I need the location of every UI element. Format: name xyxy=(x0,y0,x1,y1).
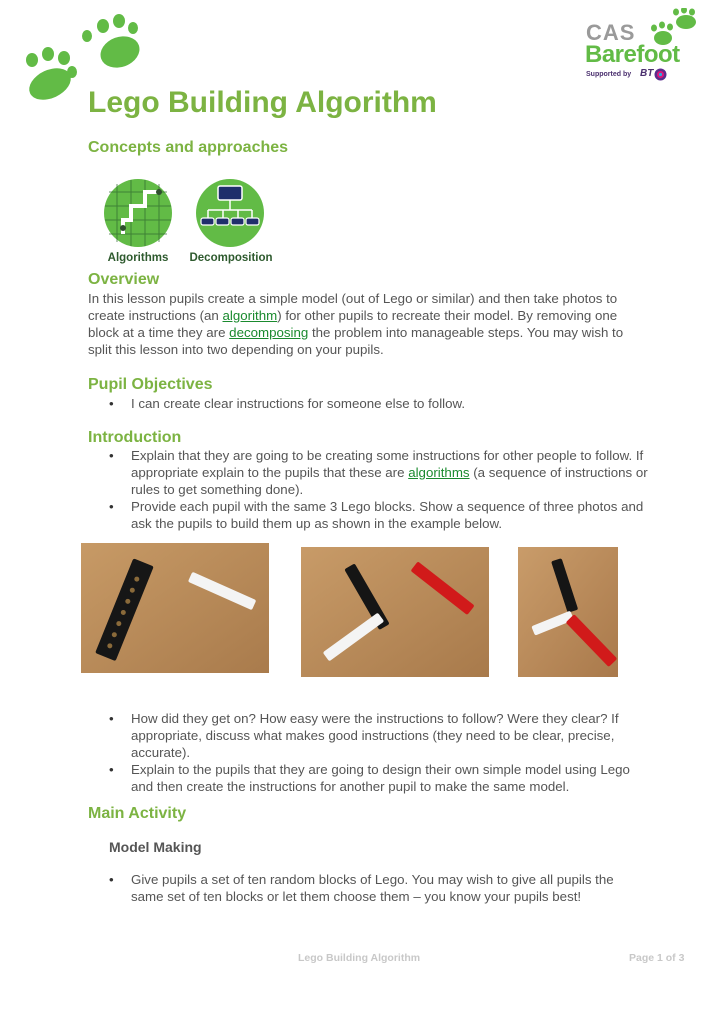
main-activity-list xyxy=(88,871,648,905)
list-item: • Explain to the pupils that they are going to design their own simple model using Lego and then create the instructions for another pupil to make the same model. xyxy=(88,761,648,795)
list-item xyxy=(88,447,648,498)
list-item: • Provide each pupil with the same 3 Lego blocks. Show a sequence of three photos and ask the pupils to build them up as shown in the example below. xyxy=(88,498,648,532)
main-activity-heading: Main Activity xyxy=(88,805,187,822)
decomposition-icon xyxy=(195,178,265,248)
lego-step-2-photo xyxy=(301,547,489,677)
bt-globe-icon xyxy=(654,68,667,81)
page-title: Lego Building Algorithm xyxy=(88,86,437,119)
decomposing-link[interactable]: decomposing xyxy=(229,325,309,340)
decomposition-label: Decomposition xyxy=(189,252,273,264)
introduction-list xyxy=(88,447,648,532)
intro-text-1b: (a sequence of instructions or rules to get something done). xyxy=(131,465,648,497)
algorithms-icon xyxy=(103,178,173,248)
footer-page-number: Page 1 of 3 xyxy=(629,952,685,964)
list-item: • How did they get on? How easy were the instructions to follow? Were they clear? If appropriate, discuss what makes good instructions (they need to be clear, precise, accurate). xyxy=(88,710,648,761)
logo-supported-text: Supported by xyxy=(586,71,632,78)
lego-step-1-photo xyxy=(81,543,269,673)
overview-text-3: the problem into manageable steps. You may wish to split this lesson into two depending on your pupils. xyxy=(88,325,624,357)
algorithm-link[interactable]: algorithm xyxy=(222,308,278,323)
cas-barefoot-logo xyxy=(584,8,704,88)
overview-heading: Overview xyxy=(88,271,160,288)
logo-barefoot-text: Barefoot xyxy=(585,41,680,68)
list-item: • I can create clear instructions for someone else to follow. xyxy=(88,395,648,412)
model-making-subheading: Model Making xyxy=(109,839,202,855)
intro-text-1a: Explain that they are going to be creating some instructions for other people to follow. If appropriate explain to the pupils that these are xyxy=(131,448,644,480)
objectives-list xyxy=(88,395,648,412)
footer-doc-title: Lego Building Algorithm xyxy=(298,952,421,964)
introduction-heading: Introduction xyxy=(88,429,182,446)
algorithms-label: Algorithms xyxy=(107,252,169,264)
concepts-heading: Concepts and approaches xyxy=(88,139,289,156)
overview-paragraph xyxy=(88,290,648,358)
objectives-heading: Pupil Objectives xyxy=(88,376,213,393)
lego-step-3-photo xyxy=(518,547,618,677)
list-item: • Give pupils a set of ten random blocks of Lego. You may wish to give all pupils the same set of ten blocks or let them choose them – you know your pupils best! xyxy=(88,871,648,905)
discussion-list xyxy=(88,710,648,795)
overview-text-2: ) for other pupils to recreate their model. By removing one block at a time they are xyxy=(88,308,618,340)
logo-bt-text: BT xyxy=(640,68,654,79)
logo-cas-text: CAS xyxy=(586,20,636,45)
algorithms-link[interactable]: algorithms xyxy=(408,465,470,480)
overview-text-1: In this lesson pupils create a simple model (out of Lego or similar) and then take photos to create instructions (an xyxy=(88,291,618,323)
